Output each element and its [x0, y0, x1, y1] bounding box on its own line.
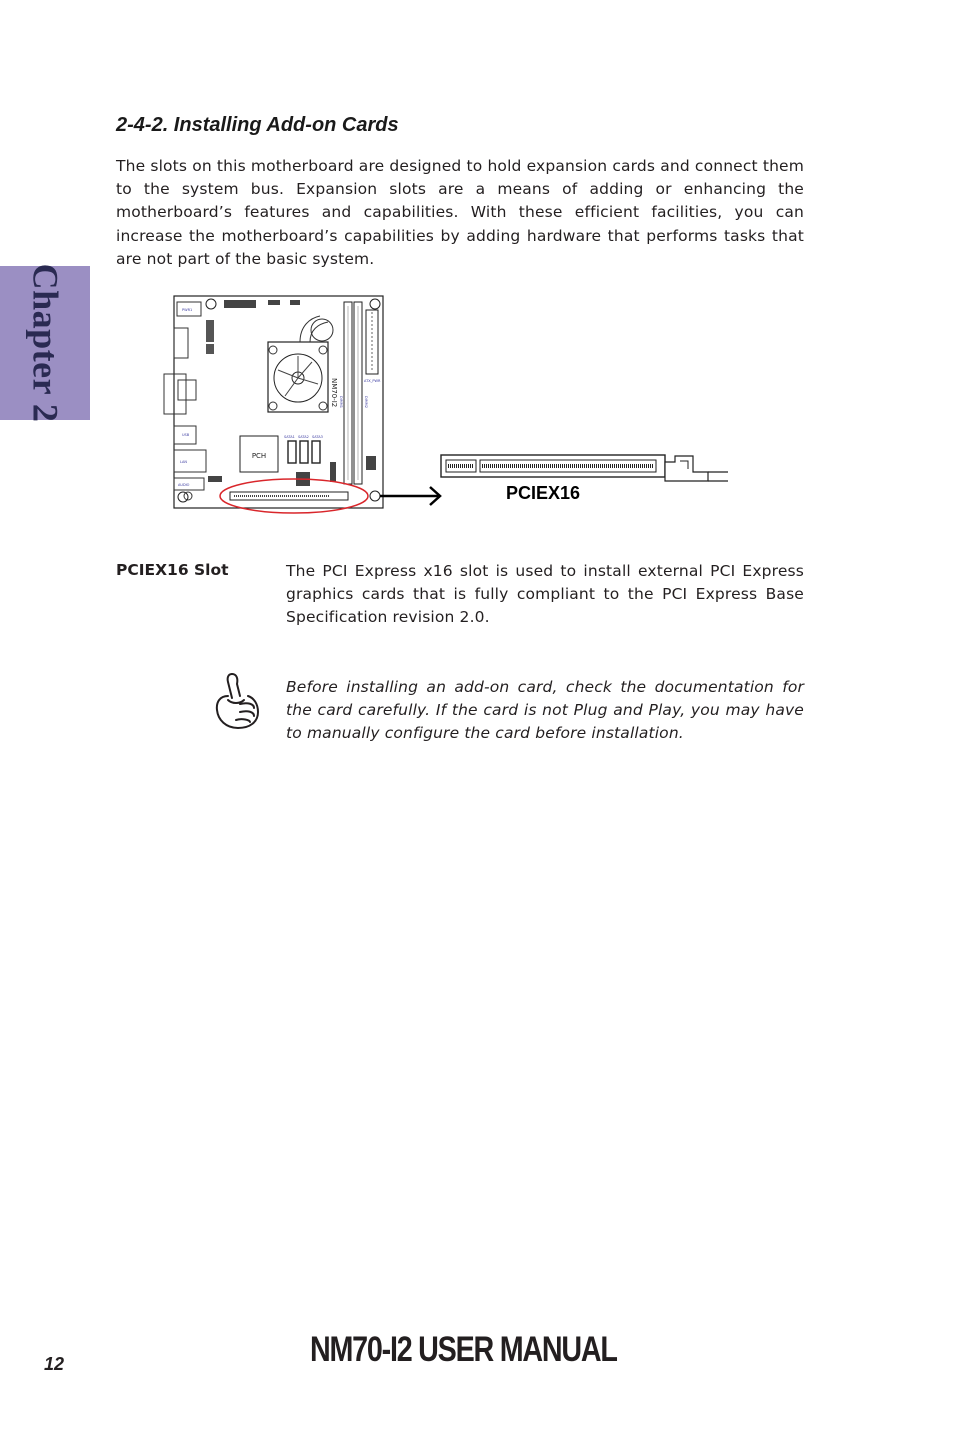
chapter-label: Chapter 2 — [25, 263, 65, 423]
slot-entry-label: PCIEX16 Slot — [116, 561, 229, 579]
pch-label: PCH — [251, 452, 267, 460]
board-model-label: NM70-I2 — [330, 378, 338, 408]
section-heading: 2-4-2. Installing Add-on Cards — [116, 114, 399, 136]
label-sata2: SATA2 — [298, 435, 309, 439]
page-number: 12 — [44, 1354, 65, 1374]
note-text: Before installing an add-on card, check the documentation for the card carefully. If the card is not Plug and Play, you may have to manually configure the card before installation. — [286, 678, 804, 742]
intro-paragraph: The slots on this motherboard are designed to hold expansion cards and connect them to the system bus. Expansion slots are a means of adding or enhancing the motherboard’s features and capabilities. With these efficient facilities, you can increase the motherboard’s capabilities by adding hardware that performs tasks that are not part of the basic system. — [116, 157, 804, 268]
label-sata1: SATA1 — [284, 435, 295, 439]
chapter-tab — [0, 263, 90, 423]
label-atx: ATX_PWR — [364, 379, 381, 383]
label-usb: USB — [182, 433, 190, 437]
label-pwr: PWR1 — [182, 308, 193, 312]
label-sata3: SATA3 — [312, 435, 323, 439]
pciex16-callout-label: PCIEX16 — [506, 483, 581, 503]
label-dimm2: DIMM2 — [364, 396, 368, 408]
label-dimm1: DIMM1 — [339, 396, 343, 408]
label-audio: AUDIO — [178, 483, 190, 487]
manual-title: NM70-I2 USER MANUAL — [310, 1330, 617, 1369]
motherboard-diagram — [160, 286, 740, 526]
pointing-hand-icon — [210, 670, 266, 732]
label-lan: LAN — [180, 460, 188, 464]
slot-entry-description: The PCI Express x16 slot is used to install external PCI Express graphics cards that is fully compliant to the PCI Express Base Specification revision 2.0. — [286, 562, 804, 626]
